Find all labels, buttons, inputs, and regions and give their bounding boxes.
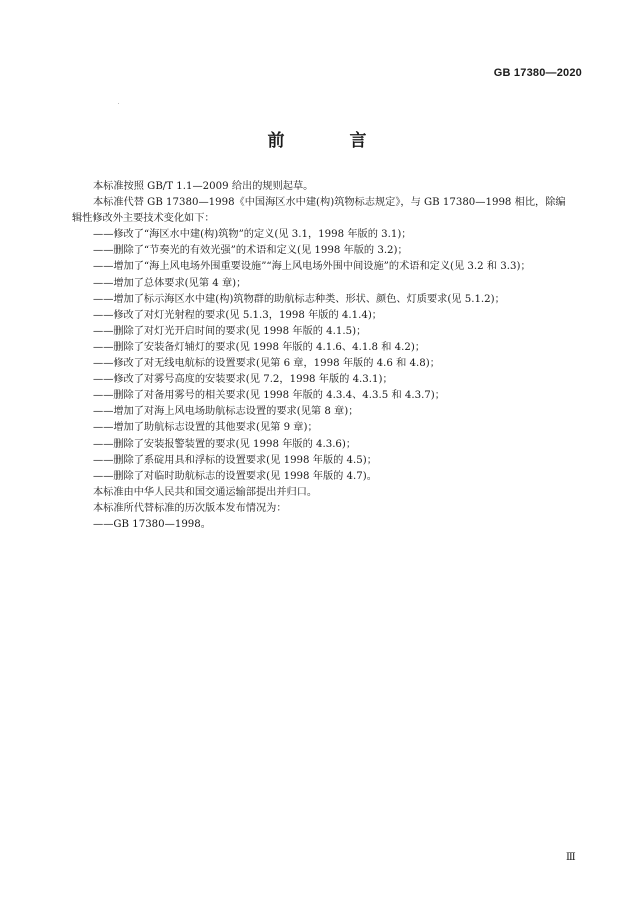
- change-item: ——增加了“海上风电场外围重要设施”“海上风电场外围中间设施”的术语和定义(见 3.2 和 3.3)；: [93, 261, 531, 273]
- scan-speck: [118, 103, 119, 104]
- change-item: ——删除了安装备灯辅灯的要求(见 1998 年版的 4.1.6、4.1.8 和 4.2)；: [93, 341, 426, 353]
- change-item: ——增加了对海上风电场助航标志设置的要求(见第 8 章)；: [93, 406, 359, 418]
- page-title: 前 言: [267, 131, 391, 151]
- standard-code: GB 17380—2020: [493, 67, 582, 79]
- change-item: ——增加了总体要求(见第 4 章)；: [93, 277, 247, 289]
- change-item: ——修改了“海区水中建(构)筑物”的定义(见 3.1，1998 年版的 3.1)；: [93, 229, 412, 241]
- paragraph-replaces-line2: 辑性修改外主要技术变化如下：: [72, 213, 215, 225]
- change-item: ——删除了安装报警装置的要求(见 1998 年版的 4.3.6)；: [93, 438, 357, 450]
- change-item: ——增加了助航标志设置的其他要求(见第 9 章)；: [93, 422, 318, 434]
- change-item: ——修改了对无线电航标的设置要求(见第 6 章，1998 年版的 4.6 和 4.8)；: [93, 358, 440, 370]
- change-item: ——删除了对临时助航标志的设置要求(见 1998 年版的 4.7)。: [93, 470, 377, 482]
- paragraph-replaces-line1: 本标准代替 GB 17380—1998《中国海区水中建(构)筑物标志规定》，与 GB 17380—1998 相比，除编: [93, 197, 566, 209]
- document-body: [72, 179, 583, 533]
- paragraph-proposed-by: 本标准由中华人民共和国交通运输部提出并归口。: [93, 486, 318, 498]
- change-item: ——删除了对灯光开启时间的要求(见 1998 年版的 4.1.5)；: [93, 325, 367, 337]
- change-item: ——修改了对雾号高度的安装要求(见 7.2，1998 年版的 4.3.1)；: [93, 374, 393, 386]
- page-number: Ⅲ: [566, 852, 576, 863]
- change-item: ——增加了标示海区水中建(构)筑物群的助航标志种类、形状、颜色、灯质要求(见 5.1.2)；: [93, 293, 505, 305]
- paragraph-history-intro: 本标准所代替标准的历次版本发布情况为：: [93, 502, 287, 514]
- change-item: ——删除了“节奏光的有效光强”的术语和定义(见 1998 年版的 3.2)；: [93, 245, 408, 257]
- paragraph-drafting-rules: 本标准按照 GB/T 1.1—2009 给出的规则起草。: [93, 181, 314, 192]
- change-item: ——修改了对灯光射程的要求(见 5.1.3，1998 年版的 4.1.4)；: [93, 309, 382, 321]
- change-item: ——删除了系碇用具和浮标的设置要求(见 1998 年版的 4.5)；: [93, 454, 377, 466]
- change-item: ——删除了对备用雾号的相关要求(见 1998 年版的 4.3.4、4.3.5 和 4.3.7)；: [93, 390, 445, 402]
- history-item: ——GB 17380—1998。: [93, 518, 211, 530]
